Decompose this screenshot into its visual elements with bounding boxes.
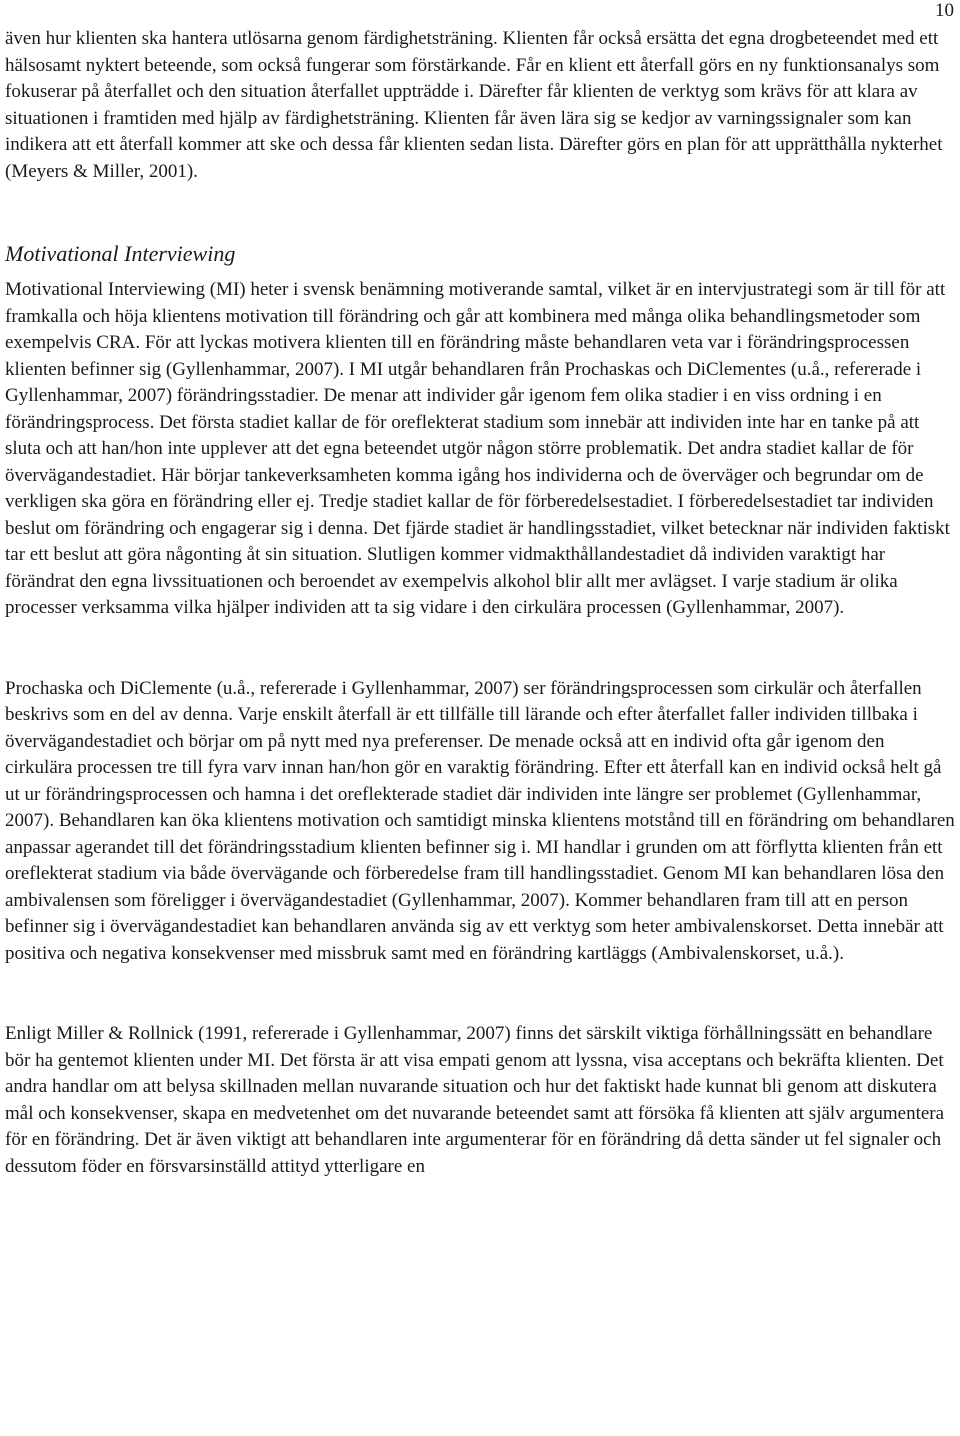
page-body <box>5 26 955 1180</box>
intro-paragraph: även hur klienten ska hantera utlösarna genom färdighetsträning. Klienten får också ersätta det egna drogbeteendet med ett hälsosamt nyktert beteende, som också fungerar som förstärkande. Får en klient ett återfall görs en ny funktionsanalys som fokuserar på återfallet och den situation återfallet uppträdde i. Därefter får klienten de verktyg som krävs för att klara av situationen i framtiden med hjälp av färdighetsträning. Klienten får även lära sig se kedjor av varningssignaler som kan indikera att ett återfall kommer att ske och dessa får klienten sedan lista. Därefter görs en plan för att upprätthålla nykterhet (Meyers & Miller, 2001). <box>5 28 943 182</box>
page-number: 10 <box>935 0 954 21</box>
section-heading: Motivational Interviewing <box>5 241 236 266</box>
body-paragraph-1: Motivational Interviewing (MI) heter i svensk benämning motiverande samtal, vilket är en intervjustrategi som är till för att framkalla och höja klientens motivation till förändring och går att kombinera med många olika behandlingsmetoder som exempelvis CRA. För att lyckas motivera klienten till en förändring måste behandlaren veta var i förändringsprocessen klienten befinner sig (Gyllenhammar, 2007). I MI utgår behandlaren från Prochaskas och DiClementes (u.å., refererade i Gyllenhammar, 2007) förändringsstadier. De menar att individer går igenom fem olika stadier i en viss ordning i en förändringsprocess. Det första stadiet kallar de för oreflekterat stadium som innebär att individen inte har en tanke på att sluta och att han/hon inte upplever att det egna beteendet utgör någon större problematik. Det andra stadiet kallar de för övervägandestadiet. Här börjar tankeverksamheten komma igång hos individerna och de överväger och begrundar om de verkligen ska göra en förändring eller ej. Tredje stadiet kallar de för förberedelsestadiet. I förberedelsestadiet tar individen beslut om förändring och engagerar sig i denna. Det fjärde stadiet är handlingsstadiet, vilket betecknar när individen faktiskt tar ett beslut att göra någonting åt sin situation. Slutligen kommer vidmakthållandestadiet då individen varaktigt har förändrat den egna livssituationen och beroendet av exempelvis alkohol blir allt mer avlägset. I varje stadium är olika processer verksamma vilka hjälper individen att ta sig vidare i den cirkulära processen (Gyllenhammar, 2007). <box>5 279 950 618</box>
body-paragraph-2: Prochaska och DiClemente (u.å., refererade i Gyllenhammar, 2007) ser förändringsprocessen som cirkulär och återfallen beskrivs som en del av denna. Varje enskilt återfall är ett tillfälle till lärande och efter återfallet faller individen tillbaka i övervägandestadiet och börjar om på nytt med nya preferenser. De menade också att en individ ofta går igenom den cirkulära processen tre till fyra varv innan han/hon gör en varaktig förändring. Efter ett återfall kan en individ också helt gå ut ur förändringsprocessen och hamna i det oreflekterade stadiet där individen inte längre ser problemet (Gyllenhammar, 2007). Behandlaren kan öka klientens motivation och samtidigt minska klientens motstånd till en förändring om behandlaren anpassar agerandet till det förändringsstadium klienten befinner sig i. MI handlar i grunden om att förflytta klienten från ett oreflekterat stadium via både övervägande och förberedelse fram till handlingsstadiet. Genom MI kan behandlaren lösa den ambivalensen som föreligger i övervägandestadiet (Gyllenhammar, 2007). Kommer behandlaren fram till att en person befinner sig i övervägandestadiet kan behandlaren använda sig av ett verktyg som heter ambivalenskorset. Detta innebär att positiva och negativa konsekvenser med missbruk samt med en förändring kartläggs (Ambivalenskorset, u.å.). <box>5 677 955 964</box>
body-paragraph-3: Enligt Miller & Rollnick (1991, refererade i Gyllenhammar, 2007) finns det särskilt viktiga förhållningssätt en behandlare bör ha gentemot klienten under MI. Det första är att visa empati genom att lyssna, visa acceptans och bekräfta klienten. Det andra handlar om att belysa skillnaden mellan nuvarande situation och hur det faktiskt hade kunnat bli genom att diskutera mål och konsekvenser, skapa en medvetenhet om det nuvarande beteendet samt att försöka få klienten att själv argumentera för en förändring. Det är även viktigt att behandlaren inte argumenterar för en förändring då detta sänder ut fel signaler och dessutom föder en försvarsinställd attityd ytterligare en <box>5 1023 945 1177</box>
